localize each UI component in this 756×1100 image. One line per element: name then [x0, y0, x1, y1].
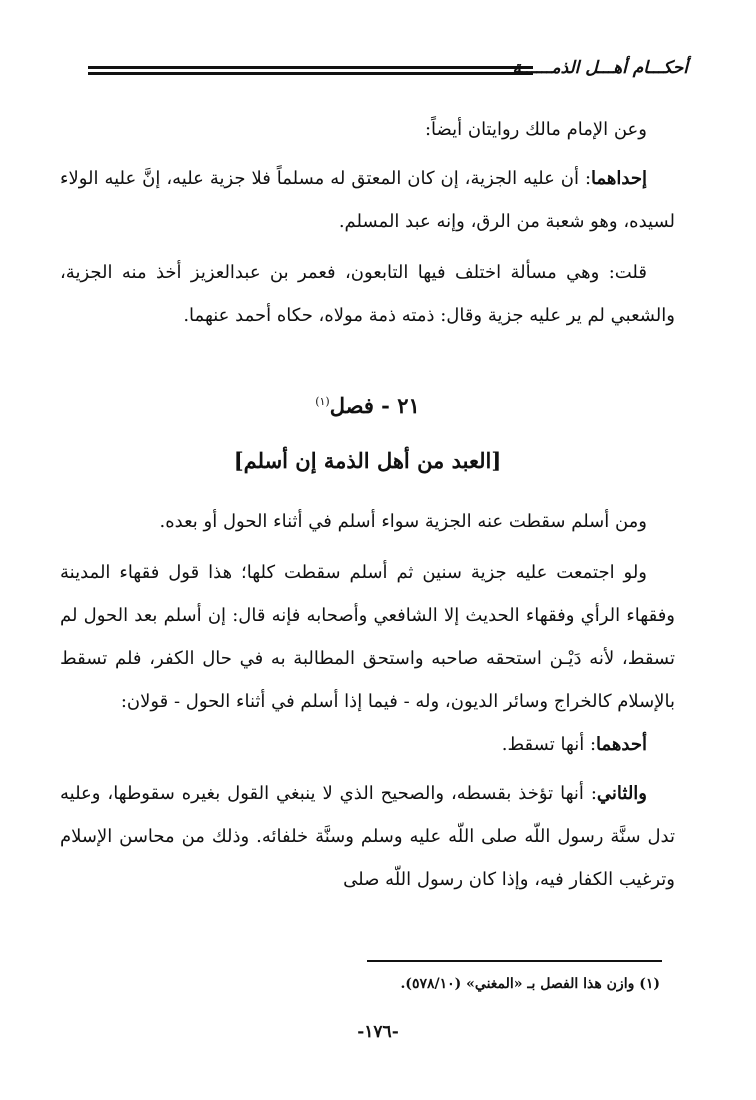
paragraph — [60, 723, 675, 766]
paragraph-lead: أحدهما — [596, 734, 647, 755]
body-text-top — [60, 108, 675, 337]
page-number: -١٧٦- — [357, 1022, 399, 1042]
paragraph-lead: إحداهما — [591, 168, 647, 189]
paragraph — [60, 108, 675, 151]
paragraph — [60, 251, 675, 337]
paragraph — [60, 551, 675, 723]
paragraph-text: : أن عليه الجزية، إن كان المعتق له مسلماً فلا جزية عليه، إنَّ عليه الولاء لسيده، وهو شعبة من الرق، وإنه عبد المسلم. — [60, 168, 675, 232]
paragraph — [60, 772, 675, 901]
paragraph-text: وعن الإمام مالك روايتان أيضاً: — [424, 119, 647, 140]
section-title: ٢١ - فصل — [329, 393, 420, 418]
footnote-marker: (١) — [315, 395, 330, 408]
footnote-rule — [367, 960, 662, 962]
paragraph — [60, 500, 675, 543]
header-rule — [88, 72, 533, 75]
section-subtitle: [العبد من أهل الذمة إن أسلم] — [233, 448, 502, 473]
paragraph-lead: والثاني — [596, 783, 647, 804]
paragraph — [60, 157, 675, 243]
paragraph-text: ومن أسلم سقطت عنه الجزية سواء أسلم في أثناء الحول أو بعده. — [159, 511, 647, 532]
header-rule — [88, 66, 533, 69]
header-title: أحكـــام أهـــل الذمــــــة — [512, 58, 688, 78]
running-header — [88, 58, 688, 88]
section-heading — [60, 393, 675, 418]
paragraph-text: : أنها تسقط. — [501, 734, 597, 755]
paragraph-text: ولو اجتمعت عليه جزية سنين ثم أسلم سقطت كلها؛ هذا قول فقهاء المدينة وفقهاء الرأي وفقهاء الحديث إلا الشافعي وأصحابه فإنه قال: إن أسلم بعد الحول لم تسقط، لأنه دَيْـن استحقه صاحبه واستحق المطالبة به في حال الكفر، فلم تسقط بالإسلام كالخراج وسائر الديون، وله - فيما إذا أسلم في أثناء الحول - قولان: — [60, 562, 675, 712]
footnote: (١) وازن هذا الفصل بـ «المغني» (٥٧٨/١٠). — [400, 976, 660, 992]
paragraph-text: قلت: وهي مسألة اختلف فيها التابعون، فعمر بن عبدالعزيز أخذ منه الجزية، والشعبي لم ير عليه جزية وقال: ذمته ذمة مولاه، حكاه أحمد عنهما. — [60, 262, 675, 326]
body-text-bottom — [60, 500, 675, 901]
paragraph-text: : أنها تؤخذ بقسطه، والصحيح الذي لا ينبغي القول بغيره سقوطها، وعليه تدل سنَّة رسول اللّه صلى اللّه عليه وسلم وسنَّة خلفائه. وذلك من محاسن الإسلام وترغيب الكفار فيه، وإذا كان رسول اللّه صلى — [60, 783, 675, 890]
